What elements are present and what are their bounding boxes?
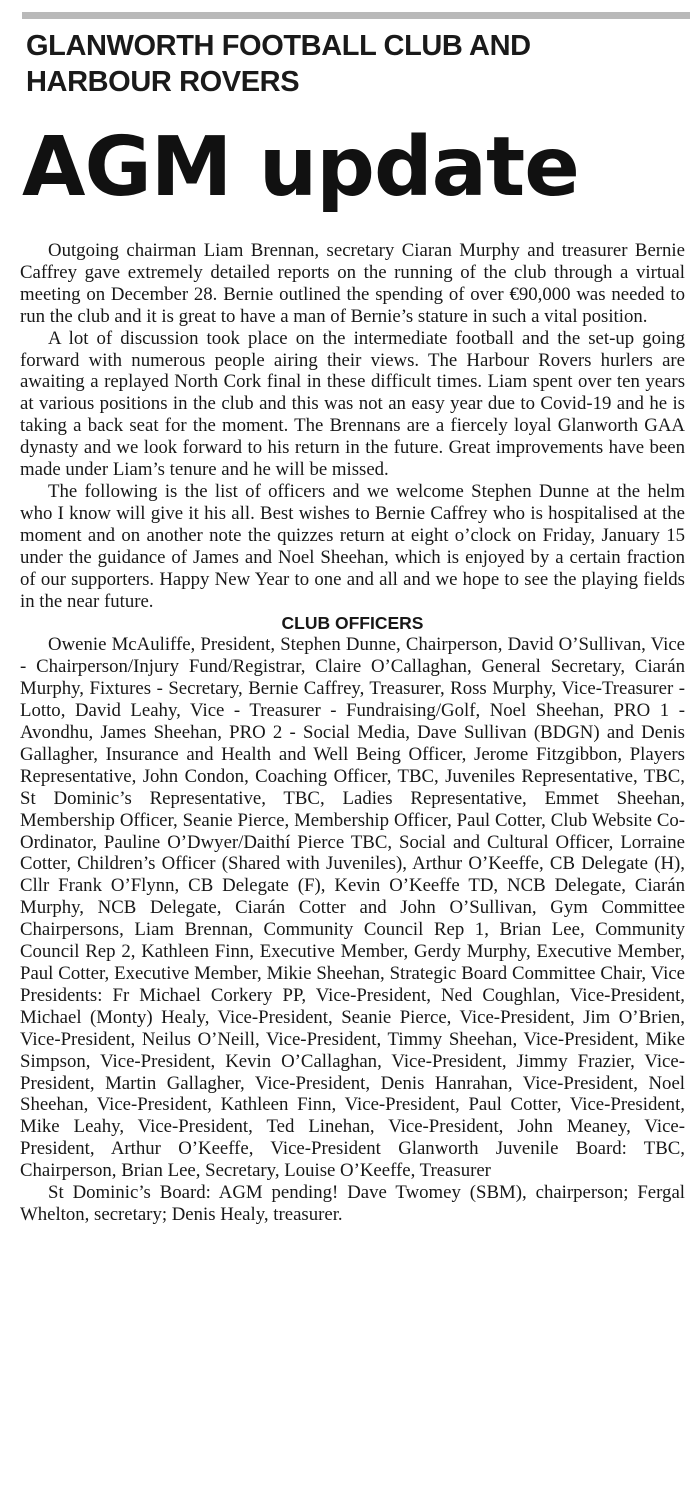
article-body [20,240,685,1226]
closing-paragraph: St Dominic’s Board: AGM pending! Dave Twomey (SBM), chairperson; Fergal Whelton, secretary; Denis Healy, treasurer. [20,1182,685,1225]
club-officers-list: Owenie McAuliffe, President, Stephen Dunne, Chairperson, David O’Sullivan, Vice - Chairperson/Injury Fund/Registrar, Claire O’Callaghan, General Secretary, Ciarán Murphy, Fixtures - Secretary, Bernie Caffrey, Treasurer, Ross Murphy, Vice-Treasurer - Lotto, David Leahy, Vice - Treasurer - Fundraising/Golf, Noel Sheehan, PRO 1 - Avondhu, James Sheehan, PRO 2 - Social Media, Dave Sullivan (BDGN) and Denis Gallagher, Insurance and Health and Well Being Officer, Jerome Fitzgibbon, Players Representative, John Condon, Coaching Officer, TBC, Juveniles Representative, TBC, St Dominic’s Representative, TBC, Ladies Representative, Emmet Sheehan, Membership Officer, Seanie Pierce, Membership Officer, Paul Cotter, Club Website Co-Ordinator, Pauline O’Dwyer/Daithí Pierce TBC, Social and Cultural Officer, Lorraine Cotter, Children’s Officer (Shared with Juveniles), Arthur O’Keeffe, CB Delegate (H), Cllr Frank O’Flynn, CB Delegate (F), Kevin O’Keeffe TD, NCB Delegate, Ciarán Murphy, NCB Delegate, Ciarán Cotter and John O’Sullivan, Gym Committee Chairpersons, Liam Brennan, Community Council Rep 1, Brian Lee, Community Council Rep 2, Kathleen Finn, Executive Member, Gerdy Murphy, Executive Member, Paul Cotter, Executive Member, Mikie Sheehan, Strategic Board Committee Chair, Vice Presidents: Fr Michael Corkery PP, Vice-President, Ned Coughlan, Vice-President, Michael (Monty) Healy, Vice-President, Seanie Pierce, Vice-President, Jim O’Brien, Vice-President, Neilus O’Neill, Vice-President, Timmy Sheehan, Vice-President, Mike Simpson, Vice-President, Kevin O’Callaghan, Vice-President, Jimmy Frazier, Vice-President, Martin Gallagher, Vice-President, Denis Hanrahan, Vice-President, Noel Sheehan, Vice-President, Kathleen Finn, Vice-President, Paul Cotter, Vice-President, Mike Leahy, Vice-President, Ted Linehan, Vice-President, John Meaney, Vice-President, Arthur O’Keeffe, Vice-President Glanworth Juvenile Board: TBC, Chairperson, Brian Lee, Secretary, Louise O’Keeffe, Treasurer [20,634,685,1182]
headline: AGM update [22,120,579,215]
club-officers-heading: CLUB OFFICERS [281,613,424,634]
kicker-line-1: GLANWORTH FOOTBALL CLUB AND [26,30,531,62]
paragraph-2: A lot of discussion took place on the intermediate football and the set-up going forward with numerous people airing their views. The Harbour Rovers hurlers are awaiting a replayed North Cork final in these difficult times. Liam spent over ten years at various positions in the club and this was not an easy year due to Covid-19 and he is taking a back seat for the moment. The Brennans are a fiercely loyal Glanworth GAA dynasty and we look forward to his return in the future. Great improvements have been made under Liam’s tenure and he will be missed. [20,327,685,481]
kicker-heading [26,28,686,100]
paragraph-1: Outgoing chairman Liam Brennan, secretary Ciaran Murphy and treasurer Bernie Caffrey gave extremely detailed reports on the running of the club through a virtual meeting on December 28. Bernie outlined the spending of over €90,000 was needed to run the club and it is great to have a man of Bernie’s stature in such a vital position. [20,240,685,327]
top-rule [22,12,690,19]
paragraph-3: The following is the list of officers and we welcome Stephen Dunne at the helm who I know will give it his all. Best wishes to Bernie Caffrey who is hospitalised at the moment and on another note the quizzes return at eight o’clock on Friday, January 15 under the guidance of James and Noel Sheehan, which is enjoyed by a certain fraction of our supporters. Happy New Year to one and all and we hope to see the playing fields in the near future. [20,480,685,612]
kicker-line-2: HARBOUR ROVERS [26,66,300,98]
